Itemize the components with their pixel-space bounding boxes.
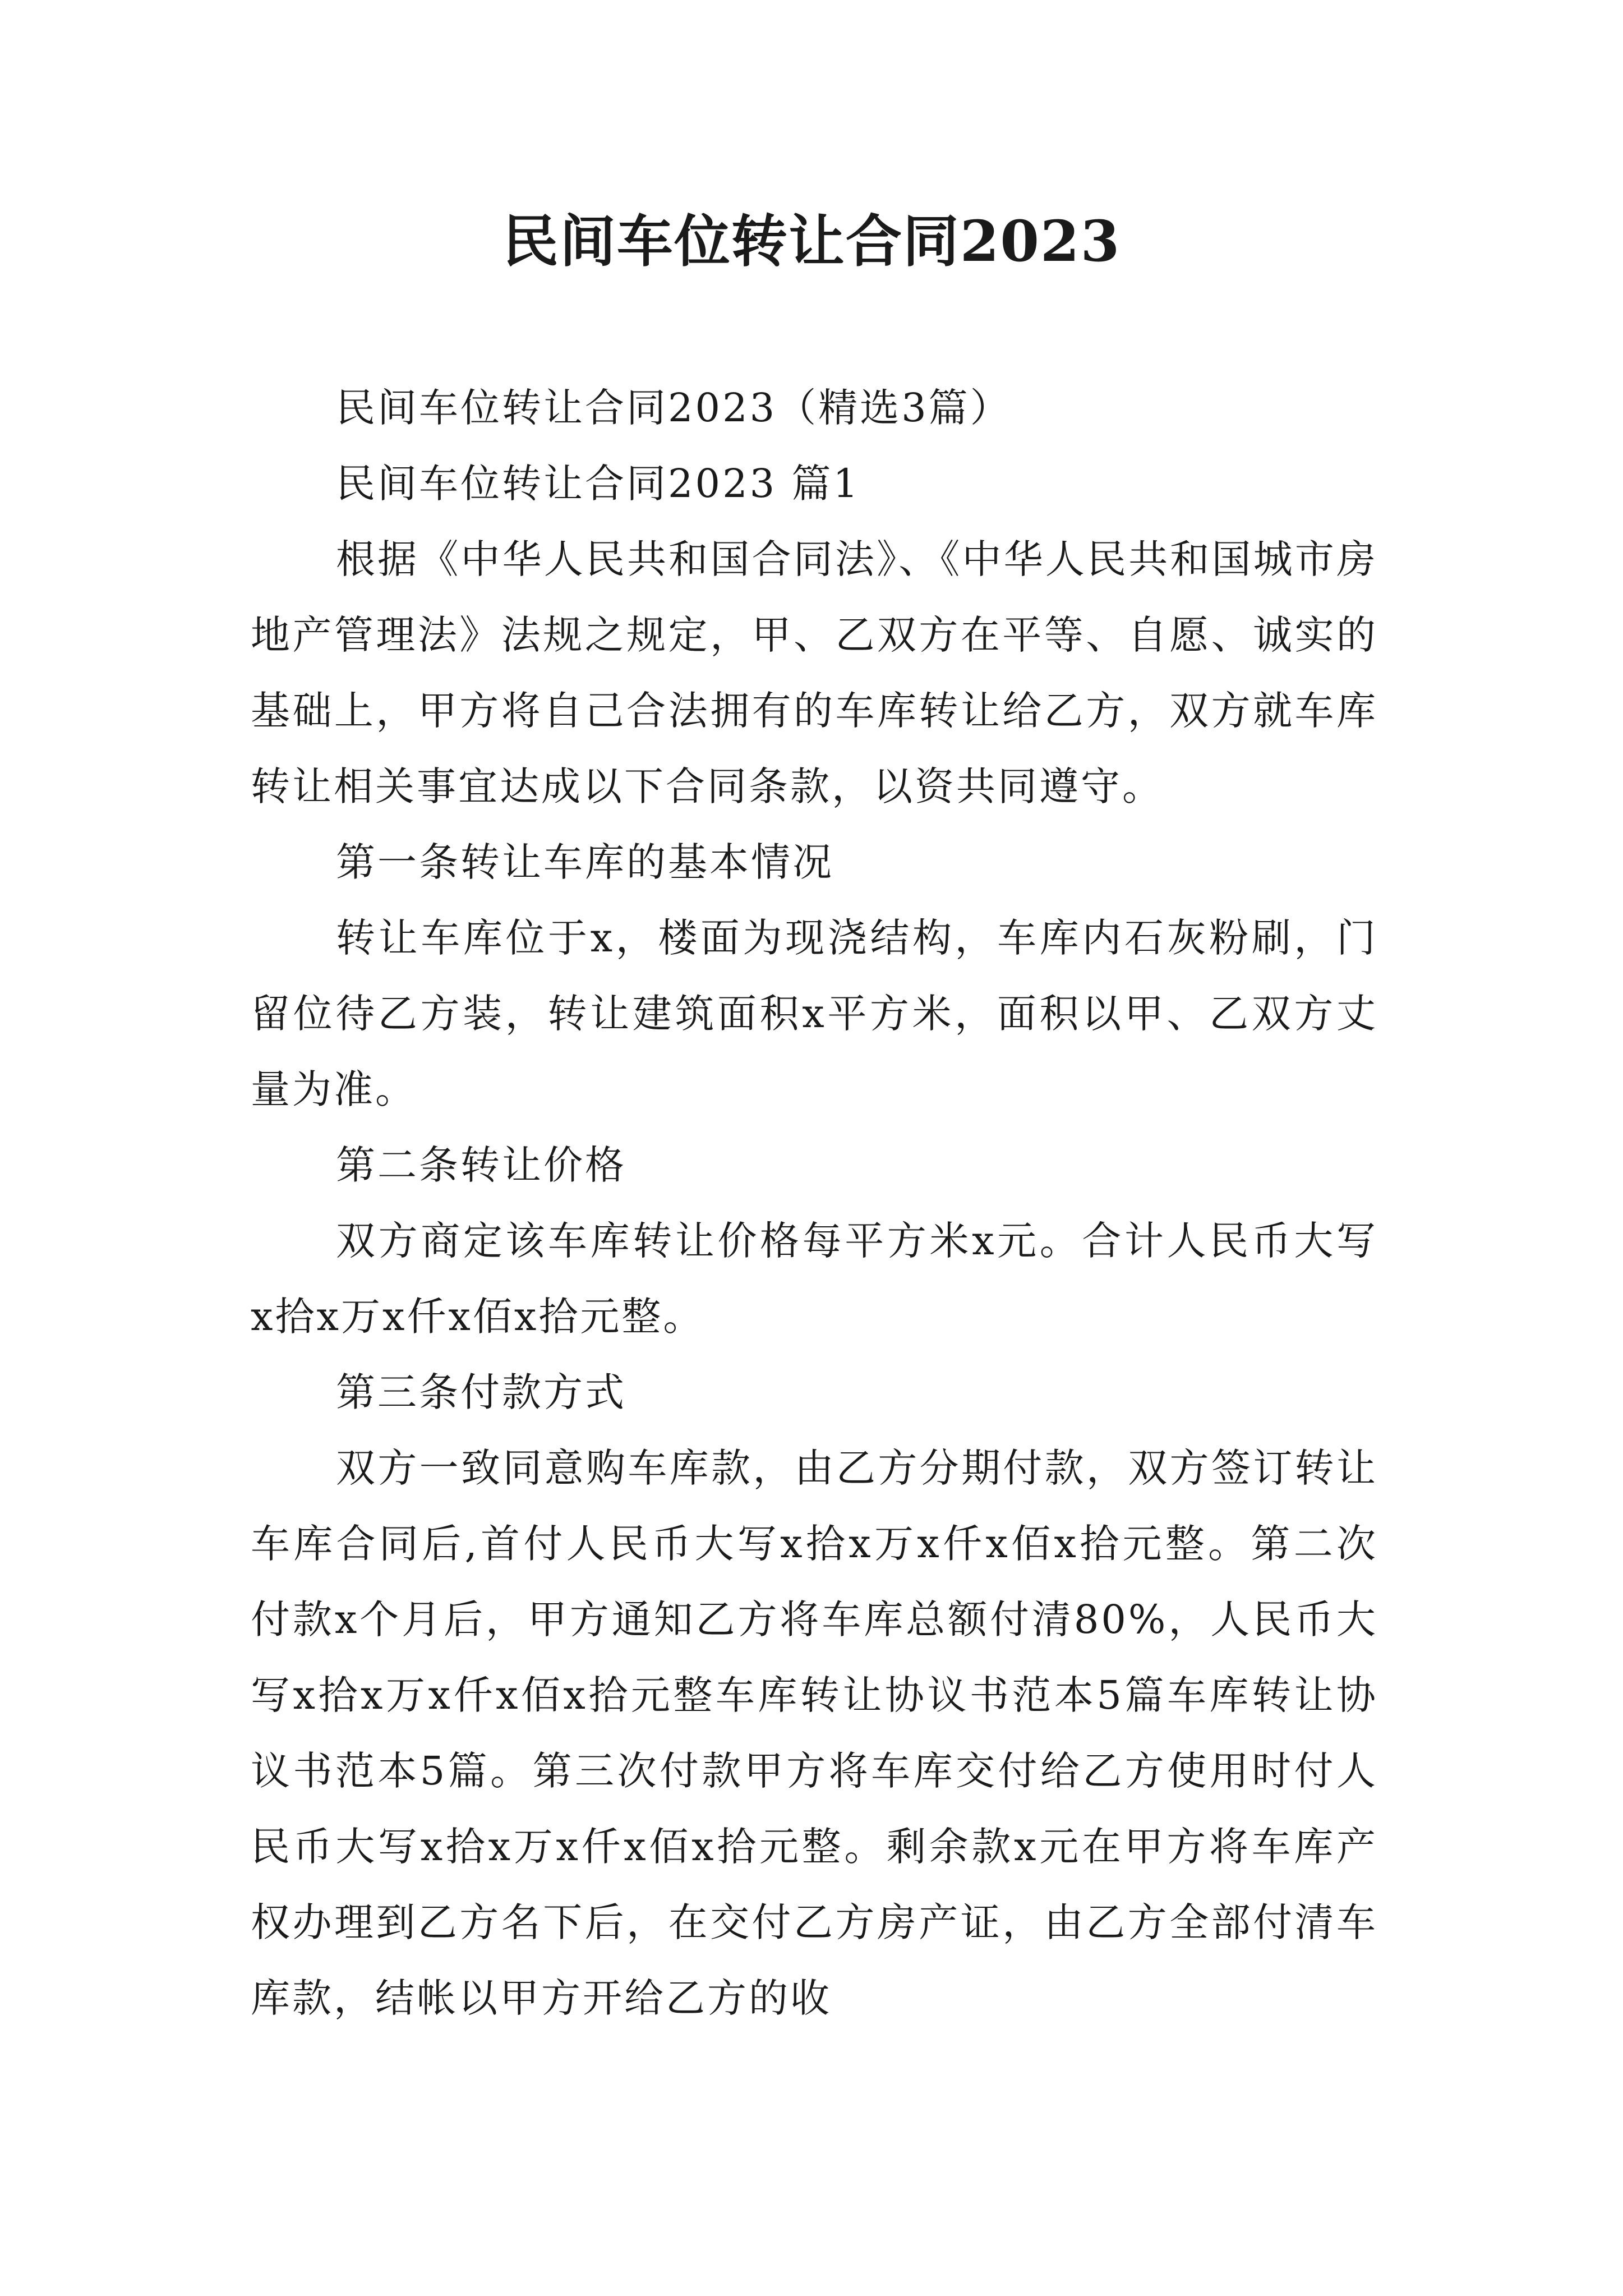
section-heading: 民间车位转让合同2023 篇1 bbox=[336, 461, 860, 507]
article-2-body: 双方商定该车库转让价格每平方米x元。合计人民币大写x拾x万x仟x佰x拾元整。 bbox=[251, 1218, 1378, 1340]
document-subtitle: 民间车位转让合同2023（精选3篇） bbox=[336, 385, 1012, 431]
article-3-heading: 第三条付款方式 bbox=[336, 1369, 626, 1415]
article-1-heading: 第一条转让车库的基本情况 bbox=[336, 839, 834, 885]
article-1-body: 转让车库位于x，楼面为现浇结构，车库内石灰粉刷，门留位待乙方装，转让建筑面积x平方米，面积以甲、乙双方丈量为准。 bbox=[251, 915, 1378, 1112]
article-2-heading: 第二条转让价格 bbox=[336, 1142, 626, 1188]
article-3-body: 双方一致同意购车库款，由乙方分期付款，双方签订转让车库合同后,首付人民币大写x拾x万x仟x佰x拾元整。第二次付款x个月后，甲方通知乙方将车库总额付清80%，人民币大写x拾x万x仟x佰x拾元整车库转让协议书范本5篇车库转让协议书范本5篇。第三次付款甲方将车库交付给乙方使用时付人民币大写x拾x万x仟x佰x拾元整。剩余款x元在甲方将车库产权办理到乙方名下后，在交付乙方房产证，由乙方全部付清车库款，结帐以甲方开给乙方的收 bbox=[251, 1445, 1378, 2021]
paragraph-intro: 根据《中华人民共和国合同法》、《中华人民共和国城市房地产管理法》法规之规定，甲、乙双方在平等、自愿、诚实的基础上，甲方将自己合法拥有的车库转让给乙方，双方就车库转让相关事宜达成以下合同条款，以资共同遵守。 bbox=[251, 536, 1378, 809]
document-body bbox=[251, 370, 1378, 2036]
document-title: 民间车位转让合同2023 bbox=[502, 208, 1121, 274]
